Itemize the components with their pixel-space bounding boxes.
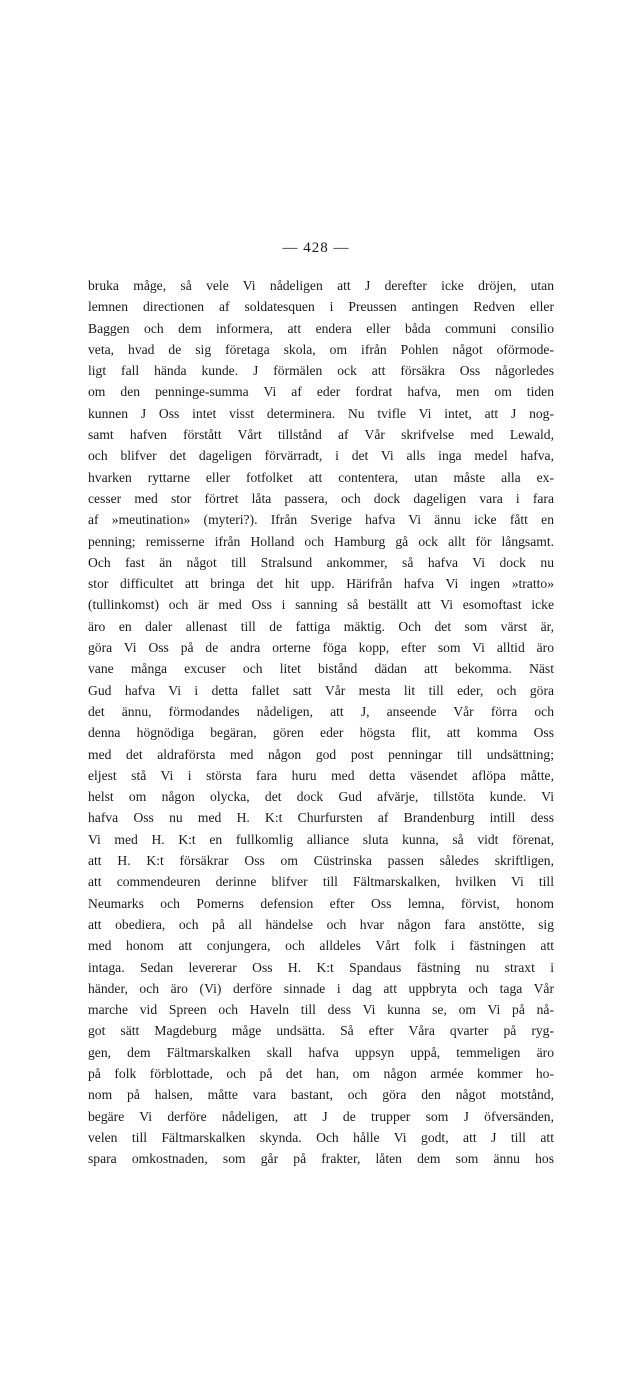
text-line-21: det ännu, förmodandes nådeligen, att J, anseende Vår förra och [88,703,554,719]
text-line-3: Baggen och dem informera, att endera eller båda communi consilio [88,320,554,336]
text-line-7: kunnen J Oss intet visst determinera. Nu tvifle Vi intet, att J nog- [88,405,554,421]
text-line-26: hafva Oss nu med H. K:t Churfursten af Brandenburg intill dess [88,810,554,826]
text-line-34: händer, och äro (Vi) derföre sinnade i dag att uppbryta och taga Vår [88,980,554,996]
text-line-16: (tullinkomst) och är med Oss i sanning så beställt att Vi esomoftast icke [88,597,554,613]
text-line-20: Gud hafva Vi i detta fallet satt Vår mesta lit till eder, och göra [88,682,554,698]
text-line-2: lemnen directionen af soldatesquen i Preussen antingen Redven eller [88,299,554,315]
text-line-38: på folk förblottade, och på det han, om någon armée kommer ho- [88,1065,554,1081]
page-number: — 428 — [282,240,350,256]
text-line-8: samt hafven förstått Vårt tillstånd af Vår skrifvelse med Lewald, [88,427,554,443]
text-line-33: intaga. Sedan levererar Oss H. K:t Spandaus fästning nu straxt i [88,959,554,975]
text-line-30: Neumarks och Pomerns defension efter Oss lemna, förvist, honom [88,895,554,911]
text-line-27: Vi med H. K:t en fullkomlig alliance sluta kunna, så vidt förenat, [88,831,554,847]
text-line-4: veta, hvad de sig företaga skola, om ifrån Pohlen något oförmode- [88,341,554,357]
text-line-19: vane många excuser och litet bistånd dädan att bekomma. Näst [88,661,554,677]
text-line-12: af »meutination» (myteri?). Ifrån Sverige hafva Vi ännu icke fått en [88,512,554,528]
text-line-11: cesser med stor förtret låta passera, och dock dageligen vara i fara [88,490,554,506]
text-line-17: äro en daler allenast till de fattiga mäktig. Och det som värst är, [88,618,554,634]
text-line-36: got sätt Magdeburg måge undsätta. Så efter Våra qvarter på ryg- [88,1023,554,1039]
text-line-22: denna högnödiga begäran, gören eder högsta flit, att komma Oss [88,725,554,741]
text-line-14: Och fast än något till Stralsund ankommer, så hafva Vi dock nu [88,554,554,570]
text-line-42: spara omkostnaden, som går på frakter, låten dem som ännu hos [88,1151,554,1167]
text-line-32: med honom att conjungera, och alldeles Vårt folk i fästningen att [88,938,554,954]
text-line-25: helst om någon olycka, det dock Gud afvärje, tillstöta kunde. Vi [88,789,554,805]
text-line-31: att obediera, och på all händelse och hvar någon fara anstötte, sig [88,916,554,932]
text-line-23: med det aldraförsta med någon god post penningar till undsättning; [88,746,554,762]
text-line-9: och blifver det dageligen förvärradt, i det Vi alls inga medel hafva, [88,448,554,464]
text-line-13: penning; remisserne ifrån Holland och Hamburg gå ock allt för långsamt. [88,533,554,549]
text-line-6: om den penninge-summa Vi af eder fordrat hafva, men om tiden [88,384,554,400]
text-line-41: velen till Fältmarskalken skynda. Och hålle Vi godt, att J till att [88,1129,554,1145]
text-line-28: att H. K:t försäkrar Oss om Cüstrinska passen således skriftligen, [88,853,554,869]
text-line-15: stor difficultet att bringa det hit upp. Härifrån hafva Vi ingen »tratto» [88,576,554,592]
text-line-5: ligt fall hända kunde. J förmälen ock att försäkra Oss någorledes [88,363,554,379]
text-line-40: begäre Vi derföre nådeligen, att J de trupper som J öfversänden, [88,1108,554,1124]
text-line-10: hvarken ryttarne eller fotfolket att contentera, utan måste alla ex- [88,469,554,485]
text-line-37: gen, dem Fältmarskalken skall hafva uppsyn uppå, temmeligen äro [88,1044,554,1060]
text-line-35: marche vid Spreen och Haveln till dess Vi kunna se, om Vi på nå- [88,1002,554,1018]
text-line-1: bruka måge, så vele Vi nådeligen att J derefter icke dröjen, utan [88,278,554,293]
text-line-29: att commendeuren derinne blifver till Fältmarskalken, hvilken Vi till [88,874,554,890]
text-line-18: göra Vi Oss på de andra orterne föga kopp, efter som Vi alltid äro [88,640,554,656]
body-text [88,275,554,1169]
text-line-39: nom på halsen, måtte vara bastant, och göra den något motstånd, [88,1087,554,1103]
text-line-24: eljest stå Vi i största fara huru med detta väsendet aflöpa måtte, [88,767,554,783]
